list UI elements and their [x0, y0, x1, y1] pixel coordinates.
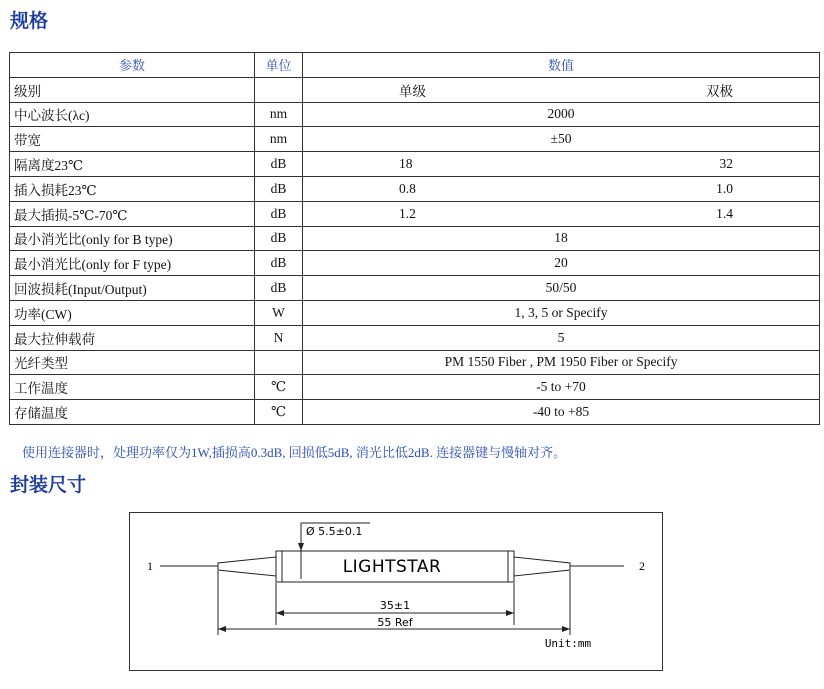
unit-cell: dB — [255, 276, 303, 301]
spec-heading: 规格 — [10, 10, 49, 32]
boot-left — [218, 557, 276, 576]
param-cell: 存储温度 — [10, 400, 255, 425]
unit-cell: W — [255, 300, 303, 325]
value-cell — [303, 201, 820, 226]
value-cell — [303, 152, 820, 177]
table-row — [10, 251, 820, 276]
value-cell — [303, 176, 820, 201]
single-stage-value: 18 — [399, 156, 413, 172]
brand-label: LIGHTSTAR — [342, 557, 442, 577]
unit-cell: ℃ — [255, 375, 303, 400]
value-cell — [303, 77, 820, 102]
table-header-row — [10, 53, 820, 78]
param-cell: 工作温度 — [10, 375, 255, 400]
table-row — [10, 176, 820, 201]
package-drawing — [129, 512, 663, 671]
diameter-label: Ø 5.5±0.1 — [306, 525, 363, 538]
value-cell: 20 — [303, 251, 820, 276]
unit-cell — [255, 77, 303, 102]
param-cell: 最大插损-5℃-70℃ — [10, 201, 255, 226]
unit-cell — [255, 350, 303, 375]
value-cell: PM 1550 Fiber , PM 1950 Fiber or Specify — [303, 350, 820, 375]
double-stage-value: 1.0 — [716, 180, 733, 196]
value-cell: 5 — [303, 325, 820, 350]
table-row — [10, 300, 820, 325]
param-cell: 最小消光比(only for B type) — [10, 226, 255, 251]
param-cell: 隔离度23℃ — [10, 152, 255, 177]
table-row — [10, 127, 820, 152]
package-drawing-svg — [130, 513, 662, 670]
unit-cell: dB — [255, 226, 303, 251]
param-cell: 插入损耗23℃ — [10, 176, 255, 201]
param-cell: 回波损耗(Input/Output) — [10, 276, 255, 301]
unit-cell: nm — [255, 127, 303, 152]
double-stage-value: 1.4 — [716, 205, 733, 221]
table-row — [10, 201, 820, 226]
unit-cell: ℃ — [255, 400, 303, 425]
param-cell: 最大拉伸载荷 — [10, 325, 255, 350]
value-cell: 50/50 — [303, 276, 820, 301]
table-row — [10, 226, 820, 251]
single-stage-value: 单级 — [399, 83, 426, 99]
unit-cell: dB — [255, 176, 303, 201]
param-cell: 带宽 — [10, 127, 255, 152]
unit-cell: N — [255, 325, 303, 350]
single-stage-value: 0.8 — [399, 180, 416, 196]
value-cell: 2000 — [303, 102, 820, 127]
table-row — [10, 350, 820, 375]
double-stage-value: 32 — [719, 156, 733, 172]
value-cell: ±50 — [303, 127, 820, 152]
table-row — [10, 102, 820, 127]
header-value: 数值 — [303, 53, 820, 78]
param-cell: 中心波长(λc) — [10, 102, 255, 127]
value-cell: 18 — [303, 226, 820, 251]
unit-cell: nm — [255, 102, 303, 127]
single-stage-value: 1.2 — [399, 205, 416, 221]
spec-table — [9, 52, 820, 425]
param-cell: 功率(CW) — [10, 300, 255, 325]
double-stage-value: 双极 — [706, 83, 733, 99]
table-row — [10, 400, 820, 425]
unit-cell: dB — [255, 251, 303, 276]
header-unit: 单位 — [255, 53, 303, 78]
length-total-label: 55 Ref — [377, 616, 413, 629]
value-cell: -40 to +85 — [303, 400, 820, 425]
table-row — [10, 152, 820, 177]
table-row — [10, 77, 820, 102]
unit-cell: dB — [255, 152, 303, 177]
port-label-right: 2 — [639, 559, 645, 573]
unit-cell: dB — [255, 201, 303, 226]
value-cell: -5 to +70 — [303, 375, 820, 400]
table-row — [10, 276, 820, 301]
connector-note: 使用连接器时，处理功率仅为1W,插损高0.3dB, 回损低5dB, 消光比低2dB. 连接器键与慢轴对齐。 — [22, 445, 567, 460]
param-cell: 光纤类型 — [10, 350, 255, 375]
package-heading: 封装尺寸 — [10, 474, 87, 496]
unit-label: Unit:mm — [544, 637, 592, 650]
length-body-label: 35±1 — [379, 599, 411, 612]
param-cell: 最小消光比(only for F type) — [10, 251, 255, 276]
boot-right — [514, 557, 570, 576]
header-param: 参数 — [10, 53, 255, 78]
port-label-left: 1 — [147, 559, 153, 573]
value-cell: 1, 3, 5 or Specify — [303, 300, 820, 325]
param-cell: 级别 — [10, 77, 255, 102]
table-row — [10, 325, 820, 350]
table-row — [10, 375, 820, 400]
